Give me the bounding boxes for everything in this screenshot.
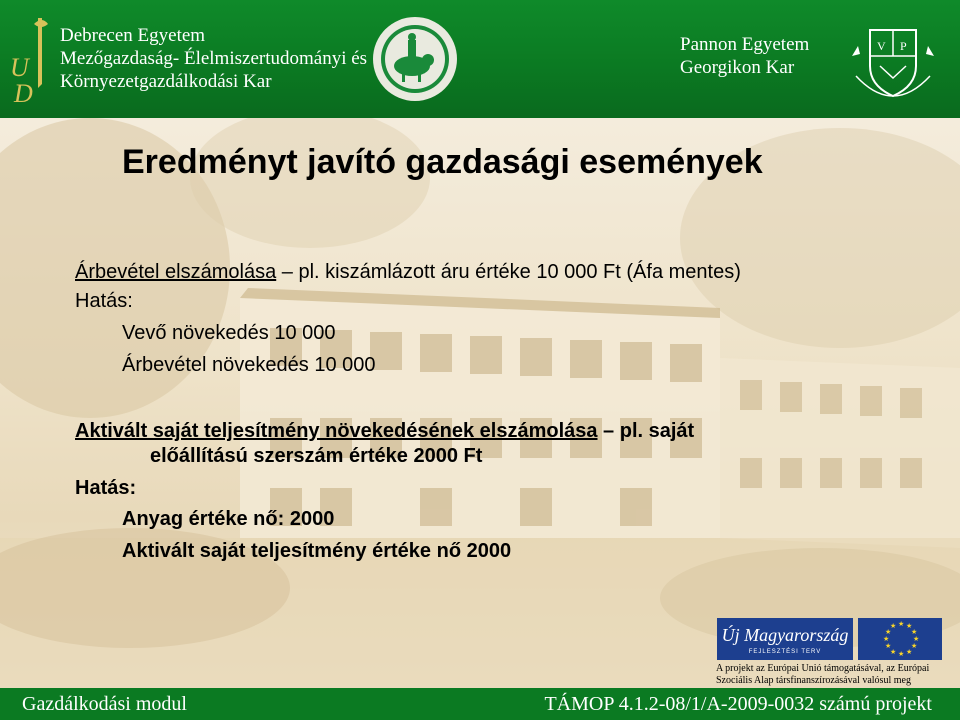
university-name-right xyxy=(680,33,809,79)
header-left-line-3: Környezetgazdálkodási Kar xyxy=(60,71,272,92)
block2-heading-line-2: előállítású szerszám értéke 2000 Ft xyxy=(150,445,483,467)
svg-text:★: ★ xyxy=(913,635,920,643)
block1-effect-label: Hatás: xyxy=(75,290,133,312)
building-illustration xyxy=(0,118,960,688)
footer-project-id: TÁMOP 4.1.2-08/1/A-2009-0032 számú projekt xyxy=(544,693,932,715)
svg-text:★: ★ xyxy=(885,628,892,636)
pannon-university-crest-icon xyxy=(850,16,936,106)
block1-heading xyxy=(75,261,741,284)
header-left-line-1: Debrecen Egyetem xyxy=(60,25,206,46)
faculty-seal-icon xyxy=(372,16,458,102)
svg-text:P: P xyxy=(900,39,907,53)
svg-text:★: ★ xyxy=(898,620,905,628)
eu-funding-line-1: A projekt az Európai Unió támogatásával, az Európai xyxy=(716,663,930,674)
svg-text:★: ★ xyxy=(890,622,897,630)
uj-magyarorszag-logo-text: Új Magyarország xyxy=(721,625,849,645)
university-name-left xyxy=(60,24,367,93)
header-banner xyxy=(0,0,960,118)
block2-heading xyxy=(75,420,694,443)
svg-text:D: D xyxy=(14,79,33,108)
svg-text:★: ★ xyxy=(883,635,890,643)
eu-funding-note xyxy=(716,663,946,687)
svg-text:★: ★ xyxy=(898,650,905,658)
slide-title: Eredményt javító gazdasági események xyxy=(122,143,763,181)
eu-flag-icon xyxy=(858,618,942,660)
block2-effect-label: Hatás: xyxy=(75,477,137,499)
header-right-line-1: Pannon Egyetem xyxy=(680,34,810,55)
block1-effect-1: Vevő növekedés 10 000 xyxy=(122,322,336,344)
svg-text:★: ★ xyxy=(906,648,913,656)
svg-text:★: ★ xyxy=(911,628,918,636)
eu-funding-line-2: Szociális Alap társfinanszírozásával valósul meg xyxy=(716,675,911,686)
svg-text:U: U xyxy=(10,53,29,82)
uj-magyarorszag-logo-sub: FEJLESZTÉSI TERV xyxy=(748,649,822,655)
header-left-line-2: Mezőgazdaság- Élelmiszertudományi és xyxy=(60,48,368,69)
block2-effect-2: Aktivált saját teljesítmény értéke nő 2000 xyxy=(122,540,512,562)
block2-heading-rest: – pl. saját xyxy=(597,420,695,442)
block2-effect-1: Anyag értéke nő: 2000 xyxy=(122,508,335,530)
svg-text:★: ★ xyxy=(890,648,897,656)
block1-effect-2: Árbevétel növekedés 10 000 xyxy=(122,354,376,376)
footer-module-name: Gazdálkodási modul xyxy=(22,693,187,715)
svg-text:V: V xyxy=(877,39,886,53)
svg-text:★: ★ xyxy=(911,642,918,650)
svg-text:★: ★ xyxy=(885,642,892,650)
block1-heading-underlined: Árbevétel elszámolása xyxy=(75,261,277,283)
svg-text:★: ★ xyxy=(906,622,913,630)
background-building-photo xyxy=(0,118,960,688)
block2-heading-underlined: Aktivált saját teljesítmény növekedésének elszámolása xyxy=(75,420,598,442)
header-right-line-2: Georgikon Kar xyxy=(680,57,795,78)
block1-heading-rest: – pl. kiszámlázott áru értéke 10 000 Ft (Áfa mentes) xyxy=(276,261,741,283)
footer-bar xyxy=(0,688,960,720)
university-of-debrecen-logo-icon xyxy=(8,14,52,110)
